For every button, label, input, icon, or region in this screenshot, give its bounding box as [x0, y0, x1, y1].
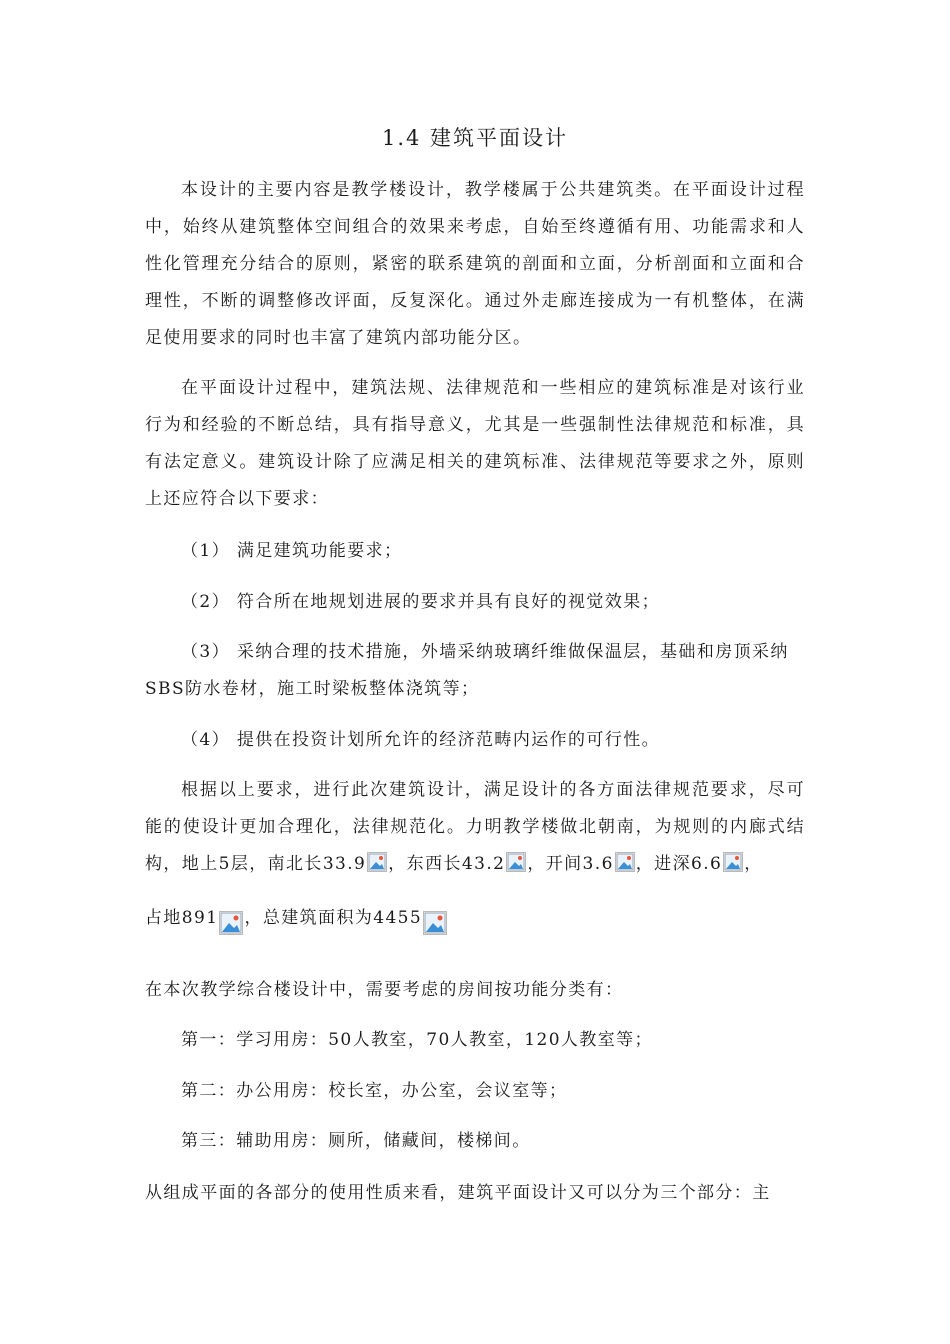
summary-text-e: ， [744, 854, 763, 874]
summary-text-a: 根据以上要求，进行此次建筑设计，满足设计的各方面法律规范要求，尽可能的使设计更加合理化，法律规范化。力明教学楼做北朝南，为规则的内廊式结构，地上5层，南北长33.9 [145, 780, 805, 874]
broken-image-icon [615, 852, 635, 872]
section-heading: 1.4 建筑平面设计 [381, 126, 569, 150]
requirement-3-line-2: SBS防水卷材，施工时梁板整体浇筑等； [145, 679, 480, 699]
broken-image-icon [423, 911, 447, 935]
requirement-2: （2） 符合所在地规划进展的要求并具有良好的视觉效果； [181, 592, 661, 612]
area-text-g: ，总建筑面积为4455 [244, 908, 423, 928]
paragraph-plan-parts: 从组成平面的各部分的使用性质来看，建筑平面设计又可以分为三个部分：主 [145, 1183, 771, 1203]
paragraph-room-intro: 在本次教学综合楼设计中，需要考虑的房间按功能分类有： [145, 980, 624, 1000]
summary-text-b: ，东西长43.2 [388, 854, 506, 874]
summary-text-d: ，进深6.6 [635, 854, 723, 874]
room-category-1: 第一：学习用房：50人教室，70人教室，120人教室等； [181, 1030, 653, 1050]
area-text-f: 占地891 [145, 908, 219, 928]
room-category-2: 第二：办公用房：校长室，办公室，会议室等； [181, 1081, 568, 1101]
broken-image-icon [506, 852, 526, 872]
paragraph-regulations: 在平面设计过程中，建筑法规、法律规范和一些相应的建筑标准是对该行业行为和经验的不断总结，具有指导意义，尤其是一些强制性法律规范和标准，具有法定意义。建筑设计除了应满足相关的建筑标准、法律规范等要求之外，原则上还应符合以下要求： [145, 378, 805, 509]
room-category-3: 第三：辅助用房：厕所，储藏间，楼梯间。 [181, 1131, 531, 1151]
requirement-3-line-1: （3） 采纳合理的技术措施，外墙采纳玻璃纤维做保温层，基础和房顶采纳 [181, 642, 789, 662]
paragraph-design-summary [145, 772, 805, 883]
broken-image-icon [723, 852, 743, 872]
paragraph-intro: 本设计的主要内容是教学楼设计，教学楼属于公共建筑类。在平面设计过程中，始终从建筑整体空间组合的效果来考虑，自始至终遵循有用、功能需求和人性化管理充分结合的原则，紧密的联系建筑的剖面和立面，分析剖面和立面和合理性，不断的调整修改评面，反复深化。通过外走廊连接成为一有机整体，在满足使用要求的同时也丰富了建筑内部功能分区。 [145, 180, 805, 348]
broken-image-icon [367, 852, 387, 872]
paragraph-area-line [145, 900, 805, 937]
requirement-4: （4） 提供在投资计划所允许的经济范畴内运作的可行性。 [181, 730, 661, 750]
broken-image-icon [219, 911, 243, 935]
summary-text-c: ，开间3.6 [527, 854, 614, 874]
requirement-1: （1） 满足建筑功能要求； [181, 541, 403, 561]
